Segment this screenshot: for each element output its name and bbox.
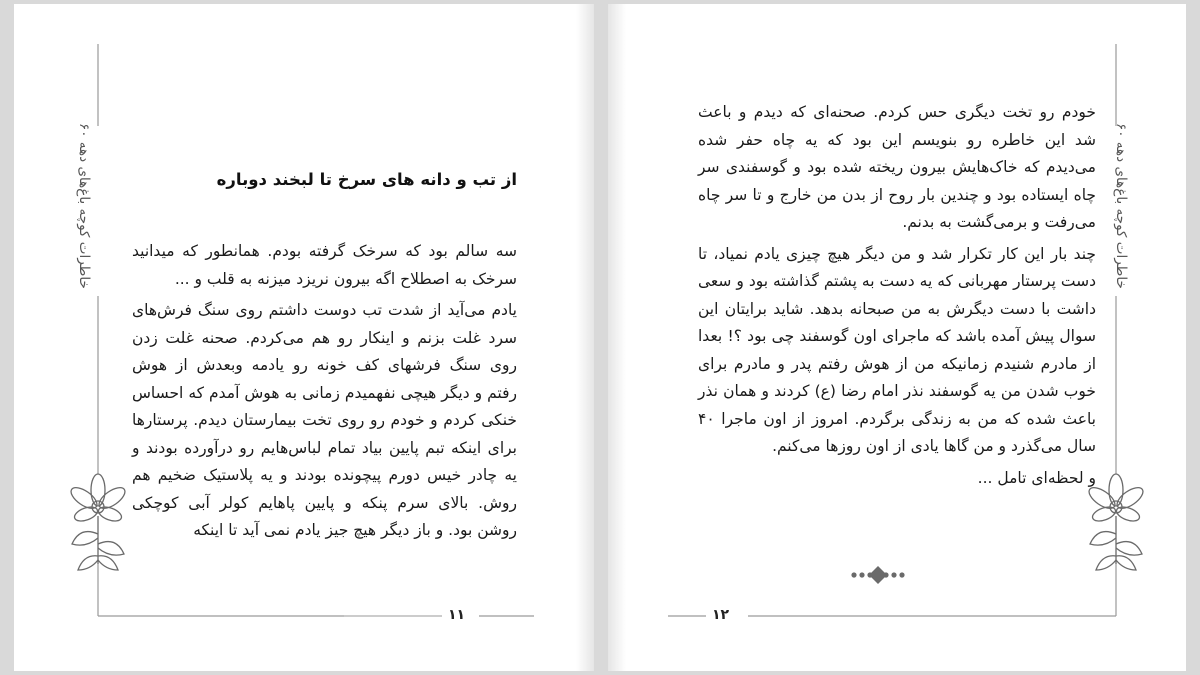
paragraph: و لحظه‌ای تامل ... (977, 468, 1096, 487)
page-number: ۱۲ (712, 607, 730, 623)
spine-shadow (608, 4, 626, 671)
diamond-divider-icon (848, 563, 908, 587)
paragraph: سه سالم بود که سرخک گرفته بودم. همانطور که میدانید سرخک به اصطلاح اگه بیرون نریزد میزنه به قلب و ... (132, 242, 517, 288)
body-text (698, 99, 1096, 496)
running-head: خاطرات کوچه باغ‌های دهه ۶۰ (76, 123, 92, 289)
chapter-title: از تب و دانه های سرخ تا لبخند دوباره (216, 170, 517, 189)
paragraph: خودم رو تخت دیگری حس کردم. صحنه‌ای که دیدم و باعث شد این خاطره رو بنویسم این بود که یه چاه حفر شده می‌دیدم که خاک‌هایش بیرون ریخته شده بود و گوسفندی سر چاه ایستاده بود و چندین بار روح از بدن من خارج و تا سر چاه می‌رفت و برمی‌گشت به بدنم. (698, 103, 1096, 231)
running-head: خاطرات کوچه باغ‌های دهه ۶۰ (1113, 123, 1129, 289)
spine-shadow (576, 4, 594, 671)
paragraph: چند بار این کار تکرار شد و من دیگر هیچ چیزی یادم نمیاد، تا دست پرستار مهربانی که یه دست به پشتم گذاشته بود و سعی داشت با دست دیگرش به من صبحانه بدهد. شاید برایتان این سوال پیش آمده باشد که ماجرای اون گوسفند چی بود ؟! بعدا از مادرم شنیدم زمانیکه من از هوش رفتم پدر و مادرم برای خوب شدن من یه گوسفند نذر امام رضا (ع) کردند و همان نذر باعث شده که من به زندگی برگردم. امروز از اون ماجرا ۴۰ سال می‌گذرد و من گاها یادی از اون روزها می‌کنم. (698, 244, 1096, 455)
page-number: ۱۱ (448, 607, 466, 623)
paragraph: یادم می‌آید از شدت تب دوست داشتم روی سنگ فرش‌های سرد غلت بزنم و اینکار رو هم می‌کردم. صحنه غلت زدن روی سنگ فرشهای کف خونه رو یادمه وبعدش از هوش رفتم و دیگر هیچی نفهمیدم زمانی به هوش آمدم که احساس خنکی کردم و خودم رو روی تخت بیمارستان دیدم. پرستارها برای اینکه تبم پایین بیاد تمام لباس‌هایم رو درآورده بودند و یه چادر خیس دورم پیچونده بودند و یه پلاستیک ضخیم هم روش. بالای سرم پنکه و پایین پاهایم کولر آبی کوچکی روشن بود. و باز دیگر هیچ جیز یادم نمی آید تا اینکه (132, 301, 517, 539)
body-text (132, 238, 517, 549)
right-page (608, 4, 1186, 671)
left-page (14, 4, 594, 671)
